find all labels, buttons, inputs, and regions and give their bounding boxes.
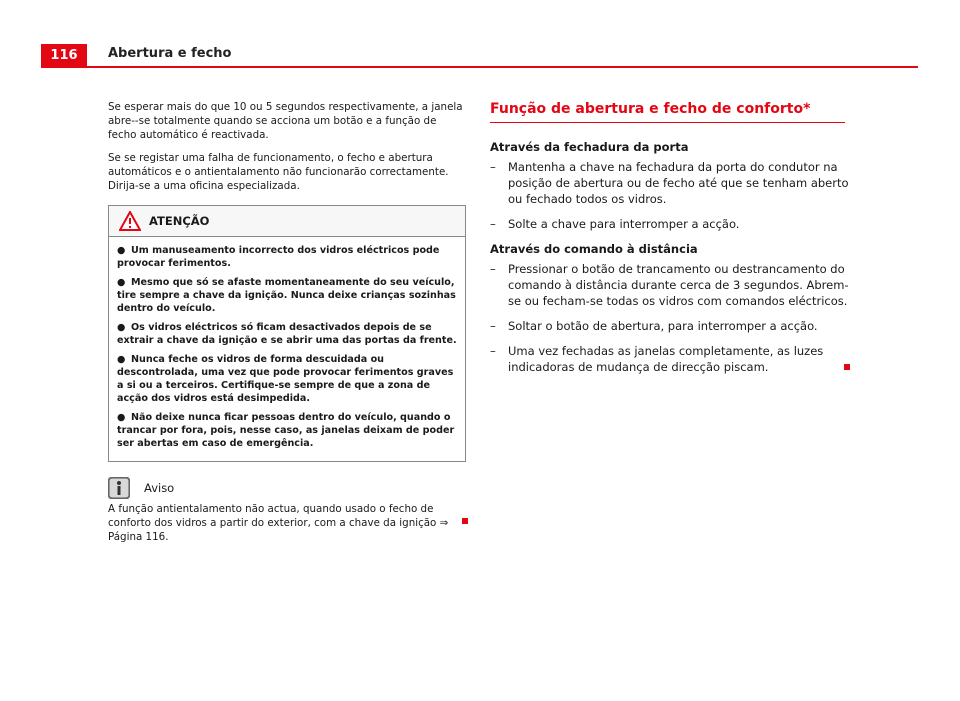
note-text: A função antientalamento não actua, quando usado o fecho de conforto dos vidros a partir do exterior, com a chave da ignição ⇒ Página 116. [108, 502, 466, 544]
warning-item: ● Os vidros eléctricos só ficam desactivados depois de se extrair a chave da ignição e se abrir uma das portas da frente. [117, 322, 457, 346]
step-item: – Solte a chave para interromper a acção. [490, 217, 740, 231]
step-item: – Uma vez fechadas as janelas completamente, as luzes indicadoras de mudança de direcção piscam. [490, 343, 850, 375]
step-item: – Soltar o botão de abertura, para interromper a acção. [490, 319, 818, 333]
warning-item: ● Não deixe nunca ficar pessoas dentro do veículo, quando o trancar por fora, pois, nesse caso, as janelas deixam de poder ser abertas em caso de emergência. [117, 412, 455, 449]
step-item: – Mantenha a chave na fechadura da porta do condutor na posição de abertura ou de fecho até que se tenham aberto ou fechado todos os vidros. [490, 160, 849, 206]
note-block [108, 476, 466, 544]
subheading: Através da fechadura da porta [490, 140, 689, 154]
note-title: Aviso [144, 481, 175, 495]
running-title: Abertura e fecho [108, 46, 232, 61]
warning-title: ATENÇÃO [149, 214, 210, 228]
section-end-marker [462, 518, 468, 524]
left-column [108, 100, 466, 544]
warning-item: ● Mesmo que só se afaste momentaneamente do seu veículo, tire sempre a chave da ignição. Nunca deixe crianças sozinhas dentro do veículo. [117, 277, 456, 314]
section-title: Função de abertura e fecho de conforto* [490, 100, 845, 123]
paragraph: Se esperar mais do que 10 ou 5 segundos respectivamente, a janela abre--se totalmente quando se acciona um botão e a função de fecho automático é reactivada. [108, 101, 463, 141]
warning-body [109, 237, 465, 461]
info-icon [108, 477, 130, 499]
right-column [490, 100, 850, 384]
header-rule [41, 66, 918, 68]
paragraph: Se se registar uma falha de funcionamento, o fecho e abertura automáticos e o antientalamento não funcionarão correctamente. Dirija-se a uma oficina especializada. [108, 152, 449, 192]
warning-header [109, 206, 465, 237]
warning-box [108, 205, 466, 462]
note-header [108, 476, 466, 500]
subheading: Através do comando à distância [490, 242, 698, 256]
section-end-marker [844, 364, 850, 370]
warning-item: ● Nunca feche os vidros de forma descuidada ou descontrolada, uma vez que pode provocar ferimentos graves a si ou a terceiros. Certifique-se sempre de que a zona de acção dos vidros está desimpedida. [117, 354, 454, 404]
page-number: 116 [41, 44, 87, 68]
warning-triangle-icon [119, 211, 141, 231]
warning-item: ● Um manuseamento incorrecto dos vidros eléctricos pode provocar ferimentos. [117, 245, 440, 269]
step-item: – Pressionar o botão de trancamento ou destrancamento do comando à distância durante cerca de 3 segundos. Abrem-se ou fecham-se todas os vidros com comandos eléctricos. [490, 262, 849, 308]
